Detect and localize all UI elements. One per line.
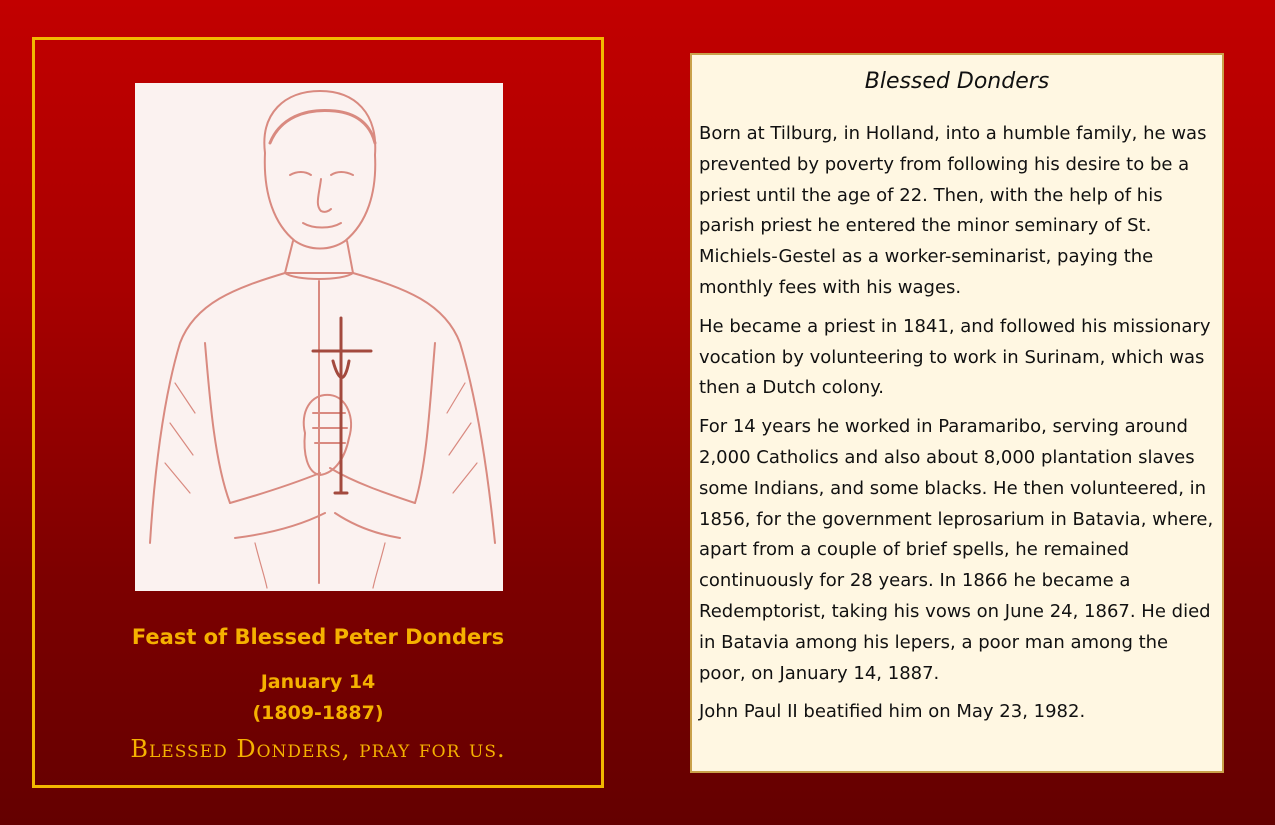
feast-title: Feast of Blessed Peter Donders: [131, 625, 505, 649]
priest-portrait-illustration: [135, 83, 503, 591]
biography-title: Blessed Donders: [864, 69, 1050, 94]
biography-text: [699, 119, 1215, 736]
biography-paragraph: John Paul II beatified him on May 23, 1982.: [699, 701, 1086, 723]
life-years: (1809-1887): [252, 702, 384, 724]
biography-panel: [690, 53, 1224, 773]
biography-paragraph: Born at Tilburg, in Holland, into a humble family, he was prevented by poverty from following his desire to be a priest until the age of 22. Then, with the help of his parish priest he entered the minor seminary of St. Michiels-Gestel as a worker-seminarist, paying the monthly fees with his wages.: [699, 123, 1207, 298]
feast-card: [32, 37, 604, 788]
feast-date: January 14: [260, 671, 376, 693]
biography-paragraph: For 14 years he worked in Paramaribo, serving around 2,000 Catholics and also about 8,000 plantation slaves some Indians, and some blacks. He then volunteered, in 1856, for the government leprosarium in Batavia, where, apart from a couple of brief spells, he remained continuously for 28 years. In 1866 he became a Redemptorist, taking his vows on June 24, 1867. He died in Batavia among his lepers, a poor man among the poor, on January 14, 1887.: [699, 416, 1214, 684]
prayer-line: Blessed Donders, pray for us.: [130, 735, 506, 763]
biography-paragraph: He became a priest in 1841, and followed his missionary vocation by volunteering to work in Surinam, which was then a Dutch colony.: [699, 315, 1211, 399]
portrait-sketch: [135, 83, 503, 591]
